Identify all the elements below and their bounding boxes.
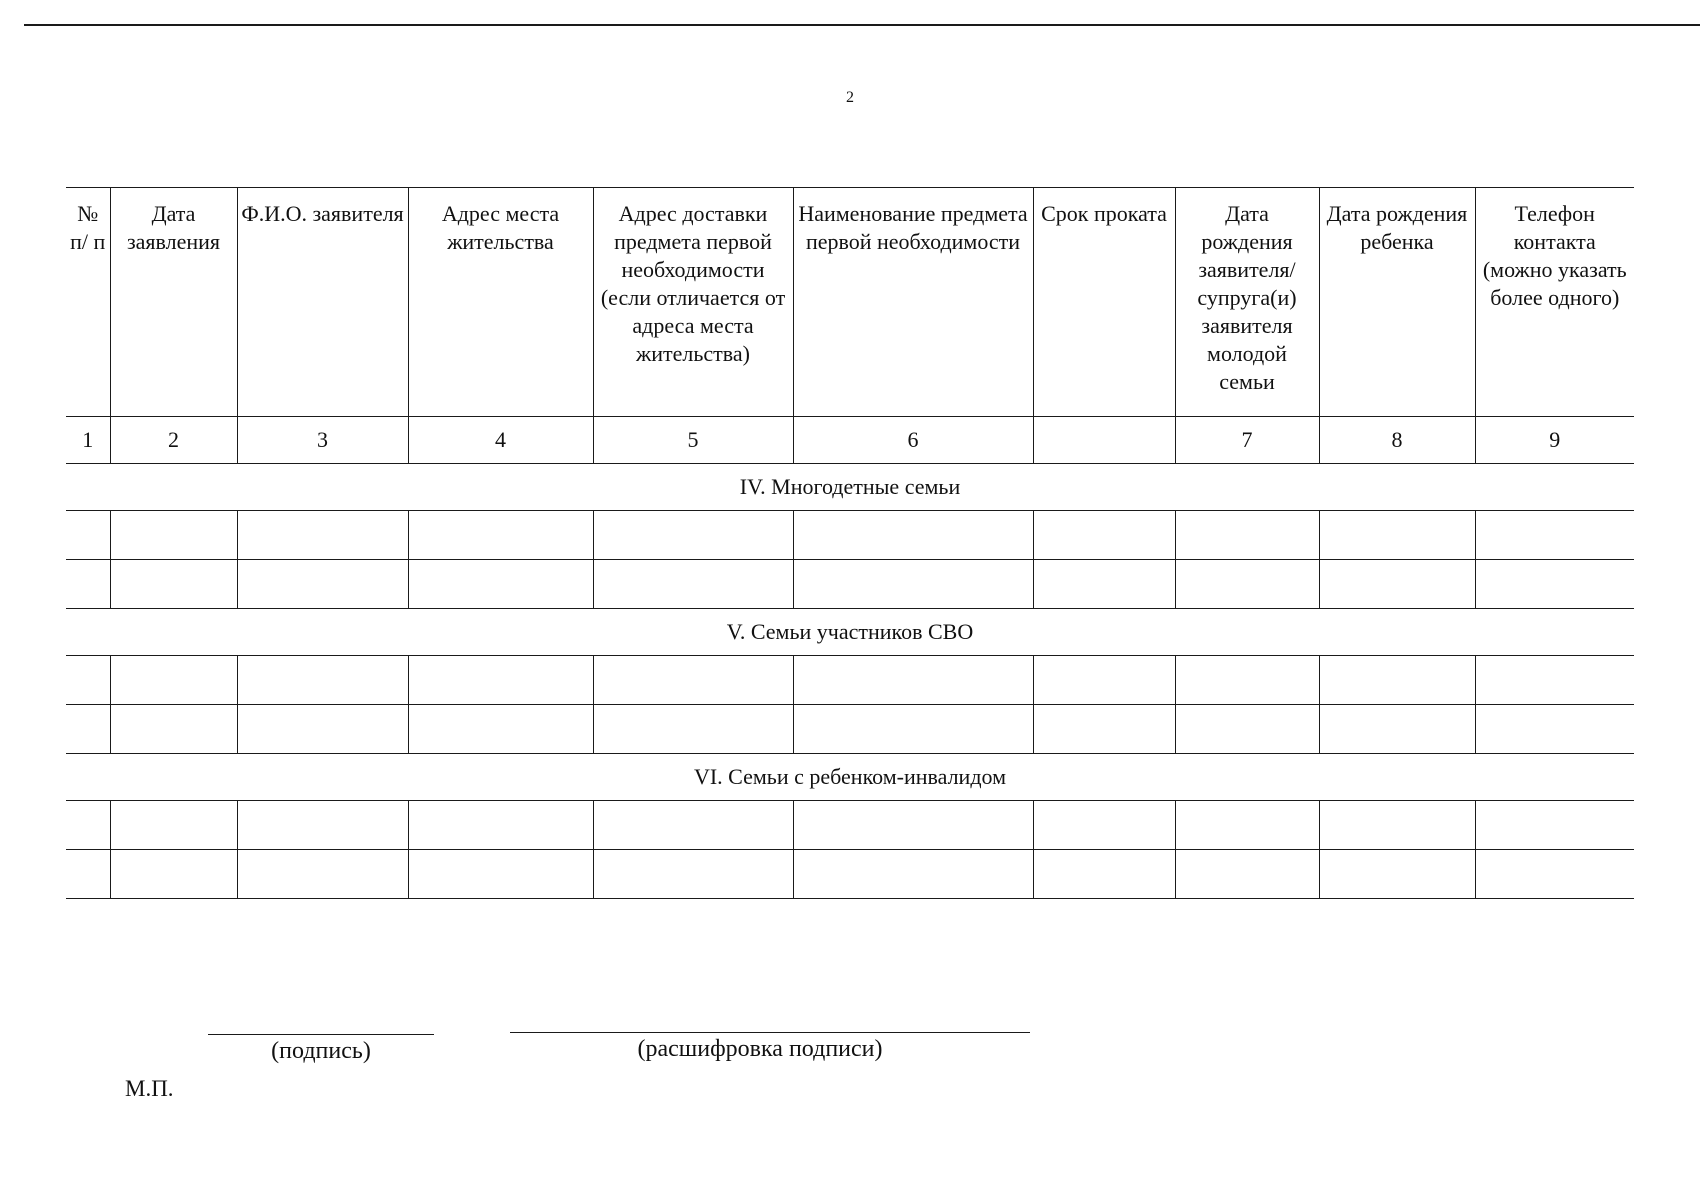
table-cell[interactable] xyxy=(1033,850,1175,899)
table-cell[interactable] xyxy=(1033,560,1175,609)
table-cell[interactable] xyxy=(1475,511,1634,560)
table-cell[interactable] xyxy=(793,656,1033,705)
table-cell[interactable] xyxy=(110,560,237,609)
table-cell[interactable] xyxy=(408,850,593,899)
header-cell: Дата рождения заявителя/ супруга(и) заявителя молодой семьи xyxy=(1175,188,1319,417)
table-cell[interactable] xyxy=(408,705,593,754)
table-cell[interactable] xyxy=(66,511,110,560)
table-cell[interactable] xyxy=(793,511,1033,560)
table-cell[interactable] xyxy=(793,850,1033,899)
table-cell[interactable] xyxy=(1475,705,1634,754)
table-cell[interactable] xyxy=(66,656,110,705)
table-cell[interactable] xyxy=(1033,511,1175,560)
table-cell[interactable] xyxy=(1319,850,1475,899)
table-cell[interactable] xyxy=(1175,801,1319,850)
table-cell[interactable] xyxy=(1319,656,1475,705)
section-row-disabled-child-families xyxy=(66,754,1634,801)
table-cell[interactable] xyxy=(1475,850,1634,899)
signature-decode-caption: (расшифровка подписи) xyxy=(637,1036,883,1062)
section-row-svo-families xyxy=(66,609,1634,656)
header-cell: № п/ п xyxy=(66,188,110,417)
table-cell[interactable] xyxy=(408,801,593,850)
section-title: IV. Многодетные семьи xyxy=(66,464,1634,511)
table-cell[interactable] xyxy=(237,850,408,899)
table-cell[interactable] xyxy=(793,560,1033,609)
table-cell[interactable] xyxy=(1319,511,1475,560)
table-cell[interactable] xyxy=(1319,705,1475,754)
table-row xyxy=(66,560,1634,609)
table-cell[interactable] xyxy=(110,850,237,899)
table-cell[interactable] xyxy=(593,705,793,754)
header-cell: Дата рождения ребенка xyxy=(1319,188,1475,417)
table-row xyxy=(66,511,1634,560)
table-cell[interactable] xyxy=(110,511,237,560)
table-cell[interactable] xyxy=(1319,560,1475,609)
signature-decode-line[interactable] xyxy=(510,1032,1030,1033)
table-row xyxy=(66,656,1634,705)
table-cell[interactable] xyxy=(1175,656,1319,705)
table-row xyxy=(66,801,1634,850)
table-cell[interactable] xyxy=(408,656,593,705)
stamp-placeholder: М.П. xyxy=(125,1076,174,1101)
table-cell[interactable] xyxy=(593,801,793,850)
column-number-cell: 1 xyxy=(66,417,110,464)
header-cell: Адрес места жительства xyxy=(408,188,593,417)
table-cell[interactable] xyxy=(1175,511,1319,560)
table-cell[interactable] xyxy=(593,656,793,705)
table-cell[interactable] xyxy=(66,850,110,899)
table-cell[interactable] xyxy=(237,560,408,609)
section-title: VI. Семьи с ребенком-инвалидом xyxy=(66,754,1634,801)
table-cell[interactable] xyxy=(110,705,237,754)
table-cell[interactable] xyxy=(408,560,593,609)
table-cell[interactable] xyxy=(593,850,793,899)
table-row xyxy=(66,850,1634,899)
header-cell: Дата заявления xyxy=(110,188,237,417)
table-cell[interactable] xyxy=(1475,560,1634,609)
table-cell[interactable] xyxy=(66,705,110,754)
column-number-cell: 9 xyxy=(1475,417,1634,464)
column-number-cell: 4 xyxy=(408,417,593,464)
table-cell[interactable] xyxy=(237,656,408,705)
column-number-row xyxy=(66,417,1634,464)
table-cell[interactable] xyxy=(1475,656,1634,705)
header-cell: Ф.И.О. заявителя xyxy=(237,188,408,417)
table-row xyxy=(66,705,1634,754)
table-cell[interactable] xyxy=(237,705,408,754)
table-cell[interactable] xyxy=(793,801,1033,850)
table-cell[interactable] xyxy=(1033,705,1175,754)
header-cell: Наименование предмета первой необходимости xyxy=(793,188,1033,417)
table-cell[interactable] xyxy=(66,801,110,850)
table-cell[interactable] xyxy=(1175,850,1319,899)
table-cell[interactable] xyxy=(1475,801,1634,850)
applications-table xyxy=(66,187,1634,899)
header-cell: Срок проката xyxy=(1033,188,1175,417)
column-number-cell: 3 xyxy=(237,417,408,464)
table-cell[interactable] xyxy=(408,511,593,560)
table-cell[interactable] xyxy=(1033,801,1175,850)
table-cell[interactable] xyxy=(593,560,793,609)
column-number-cell: 6 xyxy=(793,417,1033,464)
signature-caption: (подпись) xyxy=(271,1038,371,1064)
table-cell[interactable] xyxy=(66,560,110,609)
top-rule xyxy=(24,24,1700,26)
column-number-cell: 7 xyxy=(1175,417,1319,464)
table-cell[interactable] xyxy=(1319,801,1475,850)
table-cell[interactable] xyxy=(793,705,1033,754)
table-cell[interactable] xyxy=(237,511,408,560)
column-number-cell: 5 xyxy=(593,417,793,464)
table-cell[interactable] xyxy=(1175,560,1319,609)
page-number: 2 xyxy=(846,89,854,106)
header-row xyxy=(66,188,1634,417)
header-cell: Телефон контакта (можно указать более одного) xyxy=(1475,188,1634,417)
section-title: V. Семьи участников СВО xyxy=(66,609,1634,656)
header-cell: Адрес доставки предмета первой необходимости (если отличается от адреса места жительства) xyxy=(593,188,793,417)
section-row-large-families xyxy=(66,464,1634,511)
column-number-cell: 2 xyxy=(110,417,237,464)
table-cell[interactable] xyxy=(1033,656,1175,705)
table-cell[interactable] xyxy=(237,801,408,850)
column-number-cell xyxy=(1033,417,1175,464)
table-cell[interactable] xyxy=(1175,705,1319,754)
signature-line[interactable] xyxy=(208,1034,434,1035)
table-cell[interactable] xyxy=(110,801,237,850)
column-number-cell: 8 xyxy=(1319,417,1475,464)
table-cell[interactable] xyxy=(593,511,793,560)
table-cell[interactable] xyxy=(110,656,237,705)
